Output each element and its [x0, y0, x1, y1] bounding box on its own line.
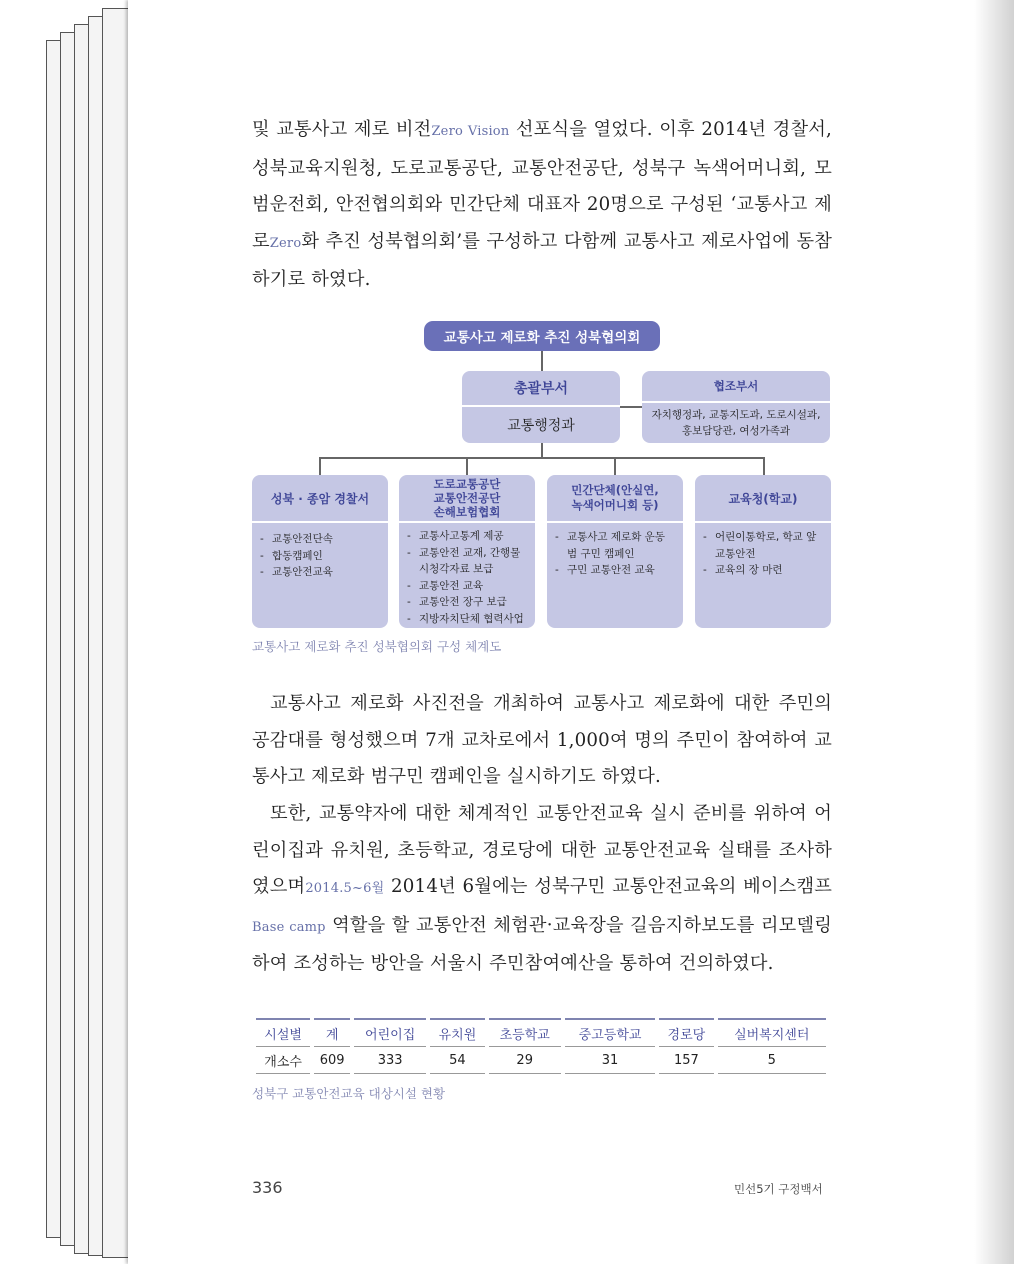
page-number: 336: [252, 1178, 283, 1197]
table-header: 시설별: [256, 1018, 310, 1047]
org-chart-caption: 교통사고 제로화 추진 성북협의회 구성 체계도: [252, 639, 502, 654]
org-unit-header: 도로교통공단 교통안전공단 손해보험협회: [399, 475, 535, 523]
table-header: 경로당: [659, 1018, 713, 1047]
text-english: Zero Vision: [431, 124, 510, 139]
org-unit-agencies: [399, 475, 535, 628]
connector: [614, 457, 616, 475]
org-coop-header: 협조부서: [642, 371, 830, 403]
table-cell: 333: [354, 1047, 426, 1074]
org-unit-item: - 구민 교통안전 교육: [555, 562, 677, 579]
org-unit-civic: [547, 475, 683, 628]
text-english: Zero: [269, 235, 302, 251]
paragraph-3: [252, 796, 832, 983]
table-cell: 54: [430, 1047, 484, 1074]
org-main-header: 총괄부서: [462, 371, 620, 407]
text-date: 2014.5~6월: [305, 881, 385, 896]
org-unit-item: - 교통안전 교육: [407, 578, 529, 595]
connector: [541, 443, 543, 457]
connector: [319, 457, 763, 459]
org-unit-header: 성북 · 종암 경찰서: [252, 475, 388, 523]
org-unit-item: - 교통안전 교재, 간행물 시청각자료 보급: [407, 545, 529, 578]
connector: [319, 457, 321, 475]
table-header: 어린이집: [354, 1018, 426, 1047]
text: 및 교통사고 제로 비전: [252, 119, 432, 140]
org-unit-education: [695, 475, 831, 628]
table-header: 계: [314, 1018, 350, 1047]
org-unit-item: - 어린이통학로, 학교 앞 교통안전: [703, 529, 825, 562]
org-coop-body: 자치행정과, 교통지도과, 도로시설과, 홍보담당관, 여성가족과: [651, 409, 821, 437]
text: 역할을 할 교통안전 체험관·교육장을 길음지하보도를 리모델링하여 조성하는 방안을 서울시 주민참여예산을 통하여 건의하였다.: [252, 914, 832, 974]
connector: [763, 457, 765, 475]
connector: [541, 351, 543, 371]
org-unit-item: - 교통안전교육: [260, 564, 380, 581]
paragraph-2: 교통사고 제로화 사진전을 개최하여 교통사고 제로화에 대한 주민의 공감대를 형성했으며 7개 교차로에서 1,000여 명의 주민이 참여하여 교통사고 제로화 범구민 캠페인을 실시하기도 하였다.: [252, 693, 832, 787]
table-header: 유치원: [430, 1018, 484, 1047]
table-cell: 개소수: [256, 1047, 310, 1074]
table-row: [256, 1047, 826, 1074]
org-top-label: 교통사고 제로화 추진 성북협의회: [443, 330, 641, 346]
table-cell: 31: [565, 1047, 655, 1074]
org-unit-item: - 교통사고 제로화 운동 범 구민 캠페인: [555, 529, 677, 562]
org-coop-box: [642, 371, 830, 443]
page-shadow: [974, 0, 1014, 1264]
org-unit-item: - 교육의 장 마련: [703, 562, 825, 579]
org-unit-police: [252, 475, 388, 628]
org-unit-header: 교육청(학교): [695, 475, 831, 523]
table-cell: 609: [314, 1047, 350, 1074]
table-cell: 29: [489, 1047, 561, 1074]
table-cell: 157: [659, 1047, 713, 1074]
org-unit-item: - 합동캠페인: [260, 548, 380, 565]
text-english: Base camp: [252, 919, 326, 935]
text: 또한, 교통약자에 대한 체계적인 교통안전교육 실시 준비를 위하여 어린이집과 유치원, 초등학교, 경로당에 대한 교통안전교육 실태를 조사하였으며: [252, 803, 832, 897]
org-unit-item: - 교통안전 장구 보급: [407, 594, 529, 611]
page-stack: [46, 8, 130, 1258]
table-header: 실버복지센터: [718, 1018, 827, 1047]
text: 화 추진 성북협의회’를 구성하고 다함께 교통사고 제로사업에 동참하기로 하였다.: [252, 230, 832, 290]
org-main-box: [462, 371, 620, 443]
table-header: 중고등학교: [565, 1018, 655, 1047]
org-main-body: 교통행정과: [507, 418, 575, 434]
table-header: 초등학교: [489, 1018, 561, 1047]
table-cell: 5: [718, 1047, 827, 1074]
paragraph-1: [252, 112, 832, 299]
org-unit-header: 민간단체(안실연, 녹색어머니회 등): [547, 475, 683, 523]
connector: [466, 457, 468, 475]
org-top-box: [424, 321, 660, 351]
table-header-row: [256, 1018, 826, 1047]
text: 2014년 6월에는 성북구민 교통안전교육의 베이스캠프: [384, 876, 832, 897]
connector: [620, 406, 642, 408]
org-unit-item: - 교통안전단속: [260, 531, 380, 548]
facility-table: [252, 1018, 830, 1074]
org-unit-item: - 지방자치단체 협력사업: [407, 611, 529, 628]
text: 선포식을 열었다. 이후 2014년 경찰서, 성북교육지원청, 도로교통공단, 교통안전공단, 성북구 녹색어머니회, 모범운전회, 안전협의회와 민간단체 대표자 20명으로 구성된 ‘교통사고 제로: [252, 119, 832, 252]
table-caption: 성북구 교통안전교육 대상시설 현황: [252, 1086, 446, 1101]
book-title: 민선5기 구정백서: [734, 1182, 823, 1196]
page-sheet: [102, 8, 131, 1258]
org-unit-item: - 교통사고통계 제공: [407, 528, 529, 545]
